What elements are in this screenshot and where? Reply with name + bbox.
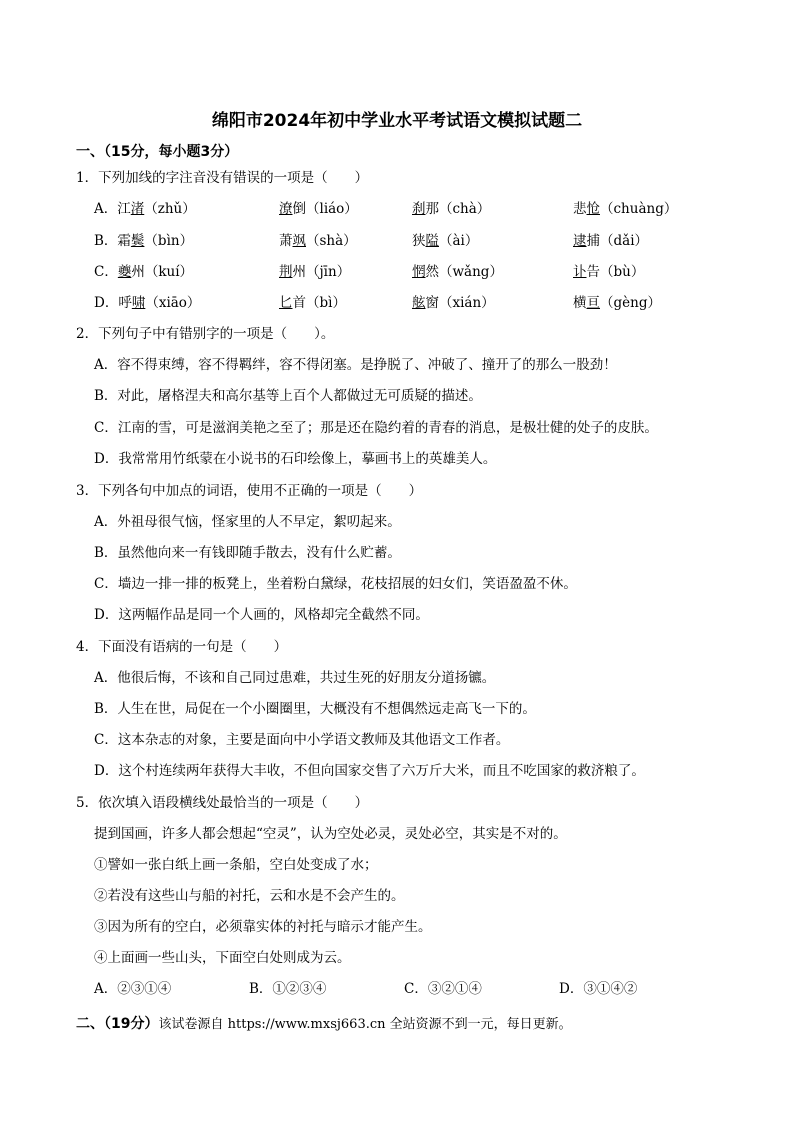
option-pinyin: 倒（liáo） — [292, 201, 358, 217]
q5-choice-a: A．②③①④ — [94, 981, 172, 997]
section-2-note: 该试卷源自 https://www.mxsj663.cn 全站资源不到一元，每日更新。 — [158, 1017, 572, 1032]
underlined-character: 鬓 — [130, 233, 145, 249]
q4-option-d: D．这个村连续两年获得大丰收，不但向国家交售了六万斤大米，而且不吃国家的救济粮了。 — [94, 763, 645, 779]
q5-sentence-4: ④上面画一些山头，下面空白处则成为云。 — [94, 950, 351, 966]
option-pinyin: （shà） — [306, 233, 357, 249]
q5-stem: 5．依次填入语段横线处最恰当的一项是（ ） — [76, 795, 369, 811]
q1-option-d-item-4 — [573, 291, 661, 311]
option-prefix: 萧 — [279, 233, 293, 249]
q3-option-d: D．这两幅作品是同一个人画的，风格却完全截然不同。 — [94, 607, 429, 623]
option-pinyin: 首（bì） — [292, 295, 346, 311]
option-prefix: 悲 — [573, 201, 587, 217]
q2-option-a: A．容不得束缚，容不得羁绊，容不得闭塞。是挣脱了、冲破了、撞开了的那么一股劲！ — [94, 357, 617, 373]
q1-option-b-item-1 — [94, 229, 193, 249]
option-prefix: 狭 — [412, 233, 426, 249]
q5-sentence-1: ①譬如一张白纸上画一条船，空白处变成了水； — [94, 857, 378, 873]
option-pinyin: 州（jīn） — [292, 264, 351, 280]
option-pinyin: 告（bù） — [586, 264, 645, 280]
q1-option-d-item-2 — [279, 291, 346, 311]
q1-option-c-item-3 — [412, 260, 503, 280]
option-pinyin: （ài） — [439, 233, 479, 249]
option-prefix: D．呼 — [94, 295, 132, 311]
q3-option-a: A．外祖母很气恼，怪家里的人不早定，絮叨起来。 — [94, 514, 401, 530]
q2-stem: 2．下列句子中有错别字的一项是（ ）。 — [76, 326, 335, 342]
option-pinyin: （gèng） — [600, 295, 661, 311]
option-prefix: B．霜 — [94, 233, 131, 249]
option-pinyin: （zhǔ） — [144, 201, 196, 217]
q1-option-b-item-2 — [279, 229, 357, 249]
option-pinyin: （xiāo） — [145, 295, 201, 311]
exam-title: 绵阳市2024年初中学业水平考试语文模拟试题二 — [211, 111, 583, 131]
q4-option-a: A．他很后悔，不该和自己同过患难，共过生死的好朋友分道扬镳。 — [94, 670, 496, 686]
q4-stem: 4．下面没有语病的一句是（ ） — [76, 639, 288, 655]
q1-option-d-item-3 — [412, 291, 495, 311]
q1-option-c-item-2 — [279, 260, 350, 280]
section-2-line — [76, 1013, 572, 1033]
underlined-character: 啸 — [131, 295, 146, 311]
q5-sentence-3: ③因为所有的空白，必须靠实体的衬托与暗示才能产生。 — [94, 919, 432, 935]
underlined-character: 隘 — [425, 233, 439, 249]
q5-passage: 提到国画，许多人都会想起“空灵”，认为空处必灵，灵处必空，其实是不对的。 — [94, 826, 567, 842]
underlined-character: 夔 — [117, 264, 132, 280]
section-2-heading: 二、（19分） — [76, 1016, 159, 1032]
q2-option-c: C．江南的雪，可是滋润美艳之至了；那是还在隐约着的青春的消息，是极壮健的处子的皮肤。 — [94, 420, 658, 436]
q1-stem: 1．下列加线的字注音没有错误的一项是（ ） — [76, 170, 369, 186]
q3-option-c: C．墙边一排一排的板凳上，坐着粉白黛绿，花枝招展的妇女们，笑语盈盈不休。 — [94, 576, 577, 592]
q1-option-a-item-2 — [279, 197, 358, 217]
q1-option-b-item-4 — [573, 229, 648, 249]
q5-choice-b: B．①②③④ — [249, 981, 327, 997]
q1-option-a-item-1 — [94, 197, 196, 217]
section-1-heading: 一、（15分，每小题3分） — [76, 144, 239, 160]
option-pinyin: 那（chà） — [425, 201, 491, 217]
underlined-character: 渚 — [130, 201, 145, 217]
q5-choice-d: D．③①④② — [559, 981, 638, 997]
option-pinyin: 窗（xián） — [425, 295, 495, 311]
q1-option-c-item-4 — [573, 260, 644, 280]
q2-option-b: B．对此，屠格涅夫和高尔基等上百个人都做过无可质疑的描述。 — [94, 388, 482, 404]
option-prefix: C． — [94, 264, 118, 280]
q1-option-b-item-3 — [412, 229, 478, 249]
option-pinyin: （chuàng） — [600, 201, 678, 217]
underlined-character: 亘 — [586, 295, 600, 311]
underlined-character: 潦 — [279, 201, 293, 217]
option-pinyin: 然（wǎng） — [425, 264, 503, 280]
q4-option-b: B．人生在世，局促在一个小圈圈里，大概没有不想偶然远走高飞一下的。 — [94, 701, 536, 717]
q1-option-a-item-3 — [412, 197, 490, 217]
option-pinyin: （bìn） — [144, 233, 194, 249]
q3-stem: 3．下列各句中加点的词语，使用不正确的一项是（ ） — [76, 483, 423, 499]
underlined-character: 讣 — [573, 264, 587, 280]
underlined-character: 匕 — [279, 295, 293, 311]
underlined-character: 荆 — [279, 264, 293, 280]
underlined-character: 舷 — [412, 295, 426, 311]
underlined-character: 逮 — [573, 233, 587, 249]
q1-option-d-item-1 — [94, 291, 200, 311]
q3-option-b: B．虽然他向来一有钱即随手散去，没有什么贮蓄。 — [94, 545, 401, 561]
q5-sentence-2: ②若没有这些山与船的衬托，云和水是不会产生的。 — [94, 888, 405, 904]
option-pinyin: 州（kuí） — [131, 264, 194, 280]
underlined-character: 惘 — [412, 264, 426, 280]
option-prefix: 横 — [573, 295, 587, 311]
underlined-character: 刹 — [412, 201, 426, 217]
option-pinyin: 捕（dǎi） — [586, 233, 649, 249]
underlined-character: 飒 — [292, 233, 306, 249]
q4-option-c: C．这本杂志的对象，主要是面向中小学语文教师及其他语文工作者。 — [94, 732, 510, 748]
q2-option-d: D．我常常用竹纸蒙在小说书的石印绘像上，摹画书上的英雄美人。 — [94, 451, 497, 467]
q5-choice-c: C．③②①④ — [404, 981, 482, 997]
q1-option-a-item-4 — [573, 197, 677, 217]
underlined-character: 怆 — [586, 201, 600, 217]
option-prefix: A．江 — [94, 201, 131, 217]
q1-option-c-item-1 — [94, 260, 193, 280]
